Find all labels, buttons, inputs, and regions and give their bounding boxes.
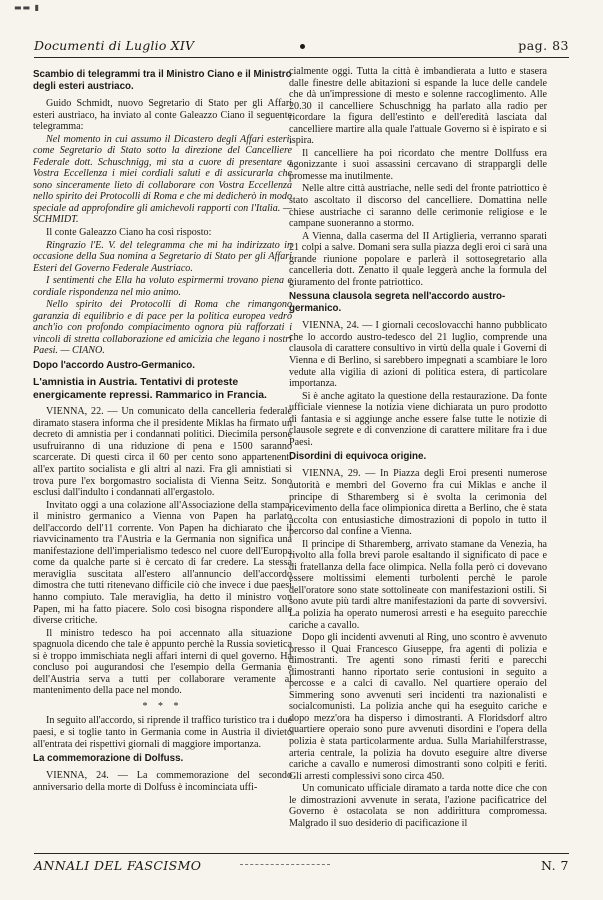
left-column-heading: La commemorazione di Dolfuss. bbox=[33, 753, 184, 765]
page-header bbox=[34, 38, 569, 58]
left-column-paragraph: Nello spirito dei Protocolli di Roma che rimangono garanzia di equilibrio e di pace per la politica europea vedrò anch'io con profondo compiacimento ognora più rafforzati i vincoli di stretta collaborazione ed amicizia che legano i nostri Paesi. — CIANO. bbox=[33, 299, 292, 357]
footer-ornament bbox=[240, 864, 330, 866]
page-corner-mark: ▬▬ ▮ bbox=[14, 3, 41, 12]
left-column-heading: Dopo l'accordo Austro-Germanico. bbox=[33, 360, 196, 372]
right-column-paragraph: Un comunicato ufficiale diramato a tarda notte dice che con le dimostrazioni avvenute in serata, l'azione pacificatrice del Governo è ostacolata se non addirittura compromessa. Malgrado il suo desiderio di pacificazione il bbox=[289, 783, 547, 829]
header-section-title: Documenti di Luglio XIV bbox=[34, 38, 195, 53]
left-column bbox=[33, 66, 292, 794]
right-column-paragraph: Dopo gli incidenti avvenuti al Ring, uno scontro è avvenuto presso il Quai Francesco Giuseppe, fra agenti di polizia e dimostranti. Tre agenti sono rimasti feriti e parecchi dimostranti hanno riportato serie contusioni in seguito a percosse e a calci di cavallo. Nel quartiere operaio del Simmering sono avvenuti seri incidenti tra nazionalisti e socialcomunisti. La polizia anche qui ha eseguito cariche e dopo mezz'ora ha disperso i dimostranti. A Floridsdorf altro quartiere operaio sono pure avvenuti disordini e l'opera della polizia è stata particolarmente ardua. Sulla Mariahilferstrasse, arteria centrale, la polizia ha dovuto eseguire altre diverse cariche a cavallo e numerosi dimostranti sono colpiti e feriti. Gli arresti complessivi sono circa 450. bbox=[289, 632, 547, 782]
left-column-paragraph: VIENNA, 22. — Un comunicato della cancelleria federale diramato stasera informa che il presidente Miklas ha firmato un decreto di amnistia per i condannati politici. Diecimila persone usufruiranno di una riduzione di pena e 1500 saranno scarcerate. Di questi circa il 60 per cento sono appartenenti all'ex partito socialista e gli altri al nazi. Fra gli amnistiati si trova pure l'ex borgomastro socialista di Vienna Seitz. Sono esclusi dall'indulto i condannati all'ergastolo. bbox=[33, 406, 292, 499]
left-column-paragraph: Nel momento in cui assumo il Dicastero degli Affari esteri, come Segretario di Stato sotto la direzione del Cancelliere Federale dott. Schuschnigg, mi sta a cuore di presentare a Vostra Eccellenza i miei cordiali saluti e di assicurarla che sono sinceramente lieto di collaborare con Vostra Eccellenza nello spirito dei Protocolli di Roma e che mi dedicherò in modo speciale ad approfondire gli amichevoli rapporti con l'Italia. — SCHMIDT. bbox=[33, 133, 292, 226]
left-column-section-separator: * * * bbox=[142, 700, 183, 712]
right-column-heading: Disordini di equivoca origine. bbox=[289, 451, 427, 463]
header-bullet bbox=[300, 44, 305, 49]
header-rule bbox=[34, 57, 569, 58]
left-column-paragraph: Invitato oggi a una colazione all'Associazione della stampa, il ministro germanico a Vienna von Papen ha parlato dell'accordo dell'11 corrente. Von Papen ha dichiarato che il riavvicinamento tra l'Austria e la Germania non significa una manifestazione dell'imperialismo tedesco nel cuore dell'Europa come da qualche parte si è cercato di far credere. La stessa meraviglia suscitata all'estero all'annuncio dell'accordo dimostra che tutti ritenevano difficile ciò che invece i due paesi hanno compiuto. Tale meraviglia, ha detto il ministro von Papen, mi ha fatto piacere. Solo così bisogna rispondere alle diverse critiche. bbox=[33, 499, 292, 627]
right-column-paragraph: Si è anche agitato la questione della restaurazione. Da fonte ufficiale viennese la notizia viene dichiarata un puro prodotto di fantasia e si aggiunge anche essere false tutte le notizie di clausole segrete e di convenzione di carattere militare fra i due Paesi. bbox=[289, 390, 547, 448]
left-column-heading: Scambio di telegrammi tra il Ministro Ciano e il Ministro degli esteri austriaco. bbox=[33, 69, 292, 92]
right-column-paragraph: Nelle altre città austriache, nelle sedi del fronte patriottico è stato ascoltato il discorso del cancelliere. Domattina nelle chiese austriache ci saranno delle cerimonie religiose e le campane suoneranno a stormo. bbox=[289, 183, 547, 230]
footer-publication-title: ANNALI DEL FASCISMO bbox=[34, 858, 202, 873]
left-column-paragraph: VIENNA, 24. — La commemorazione del secondo anniversario della morte di Dolfuss è incominciata uffi- bbox=[33, 770, 292, 793]
right-column-paragraph: cialmente oggi. Tutta la città è imbandierata a lutto e stasera dalle finestre delle abitazioni si espande la luce delle candele che dà un'impressione di mesto e solenne raccoglimento. Alle 20.30 il cancelliere Schuschnigg ha parlato alla radio per ricordare la figura dell'estinto e dell'eredità lasciata dal cancelliere martire alla quale l'attuale Governo si è ispirato e si ispira. bbox=[289, 66, 547, 147]
right-column bbox=[289, 66, 547, 830]
right-column-paragraph: VIENNA, 29. — In Piazza degli Eroi presenti numerose autorità e membri del Governo fra cui Miklas e anche il principe di Stharemberg si è svolta la cerimonia del ricevimento della face olimpionica diretta a Berlino, che è stata accolta con entusiastiche dimostrazioni di popolo in tutto il percorso dal confine a Vienna. bbox=[289, 468, 547, 538]
footer-rule bbox=[34, 853, 569, 854]
right-column-heading: Nessuna clausola segreta nell'accordo austro-germanico. bbox=[289, 291, 506, 315]
footer-issue-number: N. 7 bbox=[540, 858, 569, 873]
left-column-paragraph: In seguito all'accordo, si riprende il traffico turistico tra i due paesi, e si toglie tanto in Germania come in Austria il divieto all'entrata dei rispettivi giornali di maggiore importanza. bbox=[33, 715, 292, 750]
left-column-subheading: L'amnistia in Austria. Tentativi di proteste energicamente repressi. Rammarico in Francia. bbox=[33, 377, 267, 401]
right-column-paragraph: Il cancelliere ha poi ricordato che mentre Dollfuss era agonizzante i suoi assassini cercavano di strappargli delle promesse ma inutilmente. bbox=[289, 147, 547, 182]
right-column-paragraph: A Vienna, dalla caserma del II Artiglieria, verranno sparati 21 colpi a salve. Domani sera sulla piazza degli eroi ci sarà una grande riunione popolare e parlerà il sottosegretario alla cancelleria dott. Zenatto il quale leggerà anche la formula del giuramento del fronte patriottico. bbox=[289, 230, 547, 288]
left-column-paragraph: Il conte Galeazzo Ciano ha così risposto: bbox=[46, 227, 212, 239]
left-column-paragraph: Il ministro tedesco ha poi accennato alla situazione spagnuola dicendo che tale è appunto perchè la Russia sovietica si è troppo immischiata negli affari interni di quel governo. Ha concluso poi augurandosi che l'esempio della Germania e dell'Austria serva a tutti per collaborare veramente al mantenimento della pace nel mondo. bbox=[33, 627, 292, 697]
left-column-paragraph: Guido Schmidt, nuovo Segretario di Stato per gli Affari esteri austriaco, ha inviato al conte Galeazzo Ciano il seguente telegramma: bbox=[33, 98, 292, 133]
right-column-paragraph: VIENNA, 24. — I giornali cecoslovacchi hanno pubblicato che lo accordo austro-tedesco del 21 luglio, comprende una clausola di carattere consultivo in virtù della quale i Governi di Vienna e di Berlino, si sarebbero impegnati a scambiare le loro vedute alla vigilia di azioni di politica estera, di particolare importanza. bbox=[289, 320, 547, 390]
left-column-paragraph: I sentimenti che Ella ha voluto espirmermi trovano piena e cordiale rispondenza nel mio animo. bbox=[33, 275, 292, 298]
left-column-paragraph: Ringrazio l'E. V. del telegramma che mi ha indirizzato in occasione della Sua nomina a Segretario di Stato per gli Affari Esteri del Governo Federale Austriaco. bbox=[33, 239, 292, 274]
header-page-number: pag. 83 bbox=[518, 38, 569, 53]
right-column-paragraph: Il principe di Stharemberg, arrivato stamane da Venezia, ha rivolto alla folla brevi parole esaltando il significato di pace e di fratellanza della face olimpica. Nella folla però ci dovevano essere moltissimi elementi turbolenti perchè le parole dell'oratore sono state sottolineate con manifestazioni ostili. Si sono avute più tardi altre manifestazioni da parte di sovversivi. La polizia ha operato numerosi arresti e ha eseguito parecchie cariche a cavallo. bbox=[289, 538, 547, 631]
